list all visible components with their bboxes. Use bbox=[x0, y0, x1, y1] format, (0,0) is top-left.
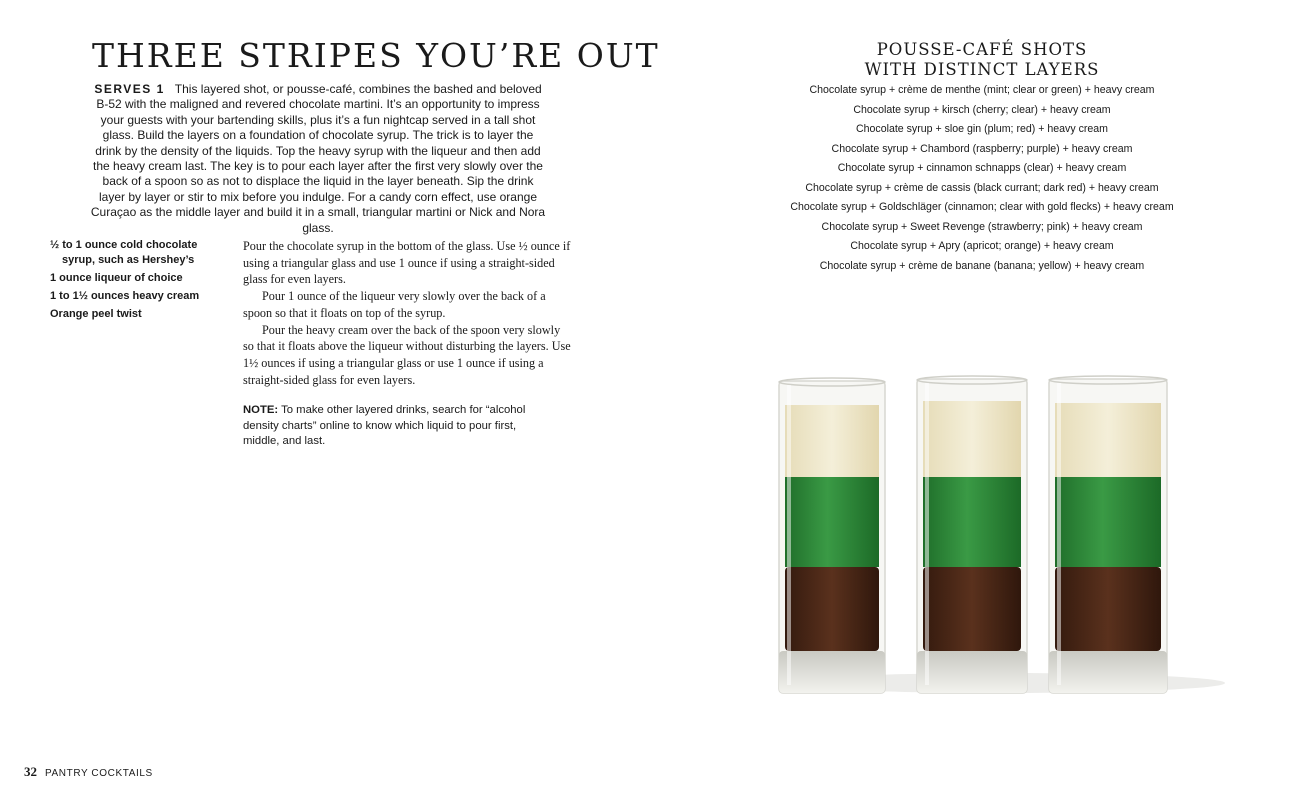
variation-item: Chocolate syrup + sloe gin (plum; red) + heavy cream bbox=[855, 123, 1108, 135]
variation-item: Chocolate syrup + Sweet Revenge (strawberry; pink) + heavy cream bbox=[821, 220, 1143, 233]
ingredient-item: 1 to 1½ ounces heavy cream bbox=[50, 290, 200, 302]
variation-item: Chocolate syrup + kirsch (cherry; clear) + heavy cream bbox=[853, 103, 1111, 116]
ingredient-item: ½ to 1 ounce cold chocolate syrup, such as Hershey’s bbox=[50, 239, 198, 266]
page-number: 32 bbox=[24, 764, 37, 779]
ingredient-item: Orange peel twist bbox=[50, 308, 142, 320]
sidebar-title bbox=[832, 40, 1132, 80]
section-name: PANTRY COCKTAILS bbox=[45, 768, 153, 779]
shot-glass-icon bbox=[1049, 376, 1167, 693]
variation-item: Chocolate syrup + crème de menthe (mint; clear or green) + heavy cream bbox=[809, 84, 1155, 96]
method-step: Pour the heavy cream over the back of the spoon very slowly so that it floats above the liqueur without disturbing the layers. Use 1½ ounces if using a triangular glass or use 1 ounce if using a straight-sided glass for even layers. bbox=[243, 322, 571, 387]
variation-item: Chocolate syrup + crème de banane (banana; yellow) + heavy cream bbox=[819, 259, 1145, 272]
variation-item: Chocolate syrup + cinnamon schnapps (clear) + heavy cream bbox=[837, 162, 1127, 174]
sidebar-title-line2: WITH DISTINCT LAYERS bbox=[864, 60, 1100, 79]
recipe-intro bbox=[88, 82, 548, 236]
recipe-note bbox=[243, 403, 543, 450]
method-step: Pour 1 ounce of the liqueur very slowly over the back of a spoon so that it floats on top of the syrup. bbox=[243, 289, 546, 320]
layered-shots-illustration bbox=[765, 365, 1225, 705]
note-label: NOTE: bbox=[243, 404, 279, 416]
page-footer bbox=[24, 764, 153, 780]
recipe-title: THREE STRIPES YOU’RE OUT bbox=[92, 36, 660, 75]
method bbox=[243, 238, 573, 388]
variation-item: Chocolate syrup + Apry (apricot; orange) + heavy cream bbox=[850, 240, 1114, 252]
variation-item: Chocolate syrup + crème de cassis (black currant; dark red) + heavy cream bbox=[805, 181, 1159, 194]
intro-text: This layered shot, or pousse-café, combines the bashed and beloved B-52 with the maligned and revered chocolate martini. It’s an opportunity to impress your guests with your bartending skills, plus it’s a fun nightcap served in a tall shot glass. Build the layers on a foundation of chocolate syrup. The trick is to layer the drink by the density of the liquids. Top the heavy syrup with the liqueur and then add the heavy cream last. The key is to pour each layer after the first very slowly over the back of a spoon so as not to displace the liquid in the layer beneath. Sip the drink layer by layer or stir to mix before you indulge. For a candy corn effect, use orange Curaçao as the middle layer and build it in a small, triangular martini or Nick and Nora glass. bbox=[90, 82, 546, 235]
ingredient-item: 1 ounce liqueur of choice bbox=[50, 272, 183, 284]
method-step: Pour the chocolate syrup in the bottom of the glass. Use ½ ounce if using a triangular glass and use 1 ounce if using a straight-sided glass for even layers. bbox=[243, 239, 571, 287]
variation-list bbox=[762, 83, 1202, 278]
variation-item: Chocolate syrup + Goldschläger (cinnamon; clear with gold flecks) + heavy cream bbox=[790, 201, 1174, 213]
shot-glass-icon bbox=[917, 376, 1027, 693]
ingredient-list bbox=[50, 238, 225, 325]
serves-label: SERVES 1 bbox=[94, 82, 165, 96]
variation-item: Chocolate syrup + Chambord (raspberry; purple) + heavy cream bbox=[831, 142, 1133, 155]
shot-glass-icon bbox=[779, 378, 885, 693]
sidebar-title-line1: POUSSE-CAFÉ SHOTS bbox=[876, 40, 1088, 59]
note-text: To make other layered drinks, search for “alcohol density charts” online to know which liquid to pour first, middle, and last. bbox=[243, 404, 526, 447]
